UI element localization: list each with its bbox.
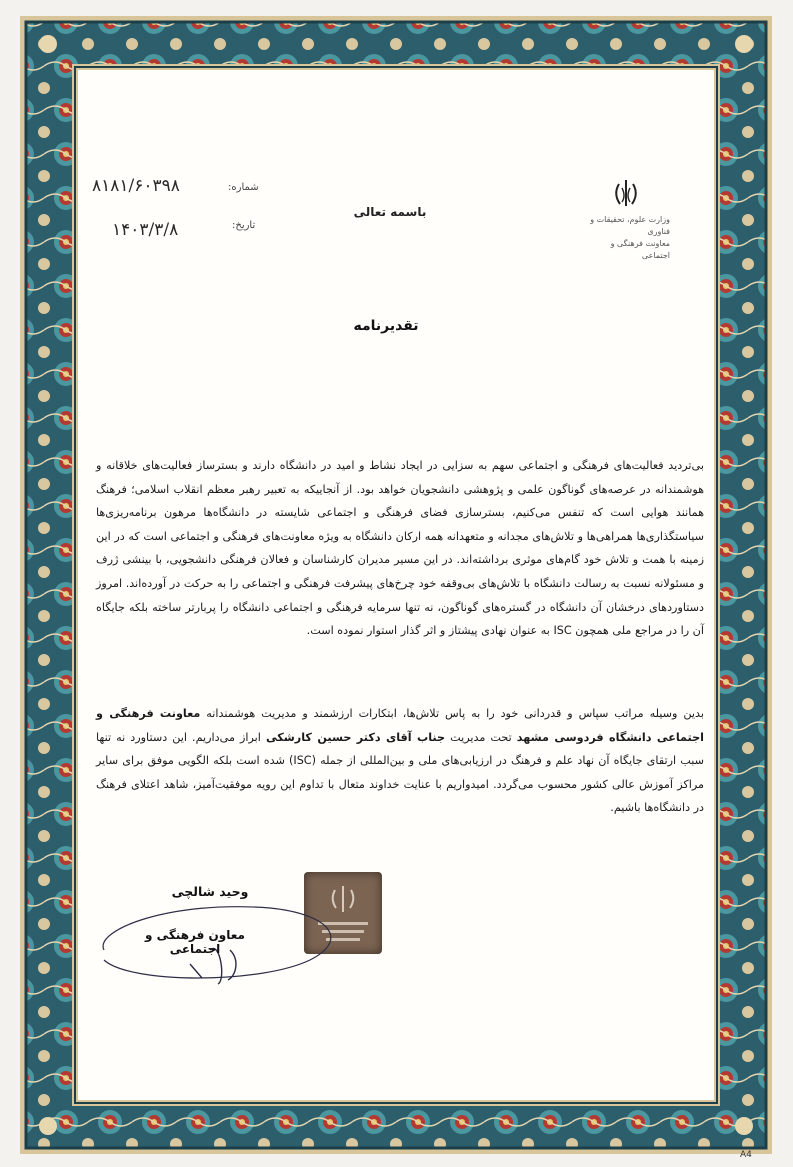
ministry-line-2: معاونت فرهنگی و اجتماعی bbox=[610, 239, 670, 260]
iran-emblem-icon bbox=[612, 178, 640, 210]
invocation-heading: باسمه تعالی bbox=[353, 205, 427, 219]
number-label: شماره: bbox=[228, 182, 259, 193]
page-size-mark: A4 bbox=[740, 1150, 752, 1160]
signatory-name: وحید شالچی bbox=[171, 884, 249, 899]
date-label: تاریخ: bbox=[232, 220, 256, 231]
body-paragraph-1: بی‌تردید فعالیت‌های فرهنگی و اجتماعی سهم به سزایی در ایجاد نشاط و امید در دانشگاه دارند و بسترساز فعالیت‌های خلاقانه و هوشمندانه در عرصه‌های گوناگون علمی و پژوهشی دانشجویان خواهد بود. از آنجاییکه به تعبیر رهبر معظم انقلاب اسلامی؛ فرهنگ همانند هوایی است که تنفس می‌کنیم، بسترسازی فضای فرهنگی و اجتماعی شایسته در دانشگاه‌ها مرهون برنامه‌ریزی‌ها سیاستگذاری‌ها همراهی‌ها و تلاش‌های مجدانه و متعهدانه همه ارکان دانشگاه به ویژه معاونت‌های فرهنگی و اجتماعی است که در این زمینه با همت و تلاش خود گام‌های موثری برداشته‌اند. در این مسیر مدیران کارشناسان و فعالان فرهنگی دانشجویی، با بینشی ژرف و مسئولانه نسبت به رسالت دانشگاه با تلاش‌های بی‌وقفه خود چرخ‌های پیشرفت فرهنگی و اجتماعی را به حرکت در آورده‌اند. امروز دستاوردهای درخشان آن دانشگاه در گستره‌های گوناگون، نه تنها سرمایه فرهنگی و اجتماعی دانشگاه را پربارتر ساخته بلکه جایگاه آن را در مراجع ملی همچون ISC به عنوان نهادی پیشتاز و اثر گذار استوار نموده است. bbox=[96, 459, 704, 638]
letter-number: ۸۱۸۱/۶۰۳۹۸ bbox=[92, 176, 180, 196]
document-title: تقدیرنامه bbox=[353, 318, 419, 334]
body-paragraph-2 bbox=[96, 702, 704, 820]
signatory-role: معاون فرهنگی و اجتماعی bbox=[145, 928, 245, 956]
paragraph-2-start: بدین وسیله مراتب سپاس و قدردانی خود را به پاس تلاش‌ها، ابتکارات ارزشمند و مدیریت هوشمندانه bbox=[206, 707, 704, 720]
ministry-line-1: وزارت علوم، تحقیقات و فناوری bbox=[590, 215, 670, 236]
paragraph-2-mid: تحت مدیریت bbox=[450, 730, 512, 744]
honoree-department: معاونت فرهنگی و اجتماعی دانشگاه فردوسی مشهد bbox=[96, 707, 704, 744]
honoree-name: جناب آقای دکتر حسین کارشکی bbox=[265, 730, 446, 744]
letter-date: ۱۴۰۳/۳/۸ bbox=[112, 220, 179, 240]
ministry-name bbox=[586, 214, 670, 262]
paragraph-2-end: ابراز می‌داریم. این دستاورد نه تنها سبب ارتقای جایگاه آن نهاد علم و فرهنگ در ارزیابی‌های ملی و بین‌المللی از جمله (ISC) شده است بلکه الگویی موفق برای سایر مراکز آموزش عالی کشور محسوب می‌گردد. امیدواریم با عنایت خداوند متعال با تداوم این رویه موفقیت‌آمیز، شاهد اعتلای فرهنگ در دانشگاه‌ها باشیم. bbox=[96, 730, 704, 815]
